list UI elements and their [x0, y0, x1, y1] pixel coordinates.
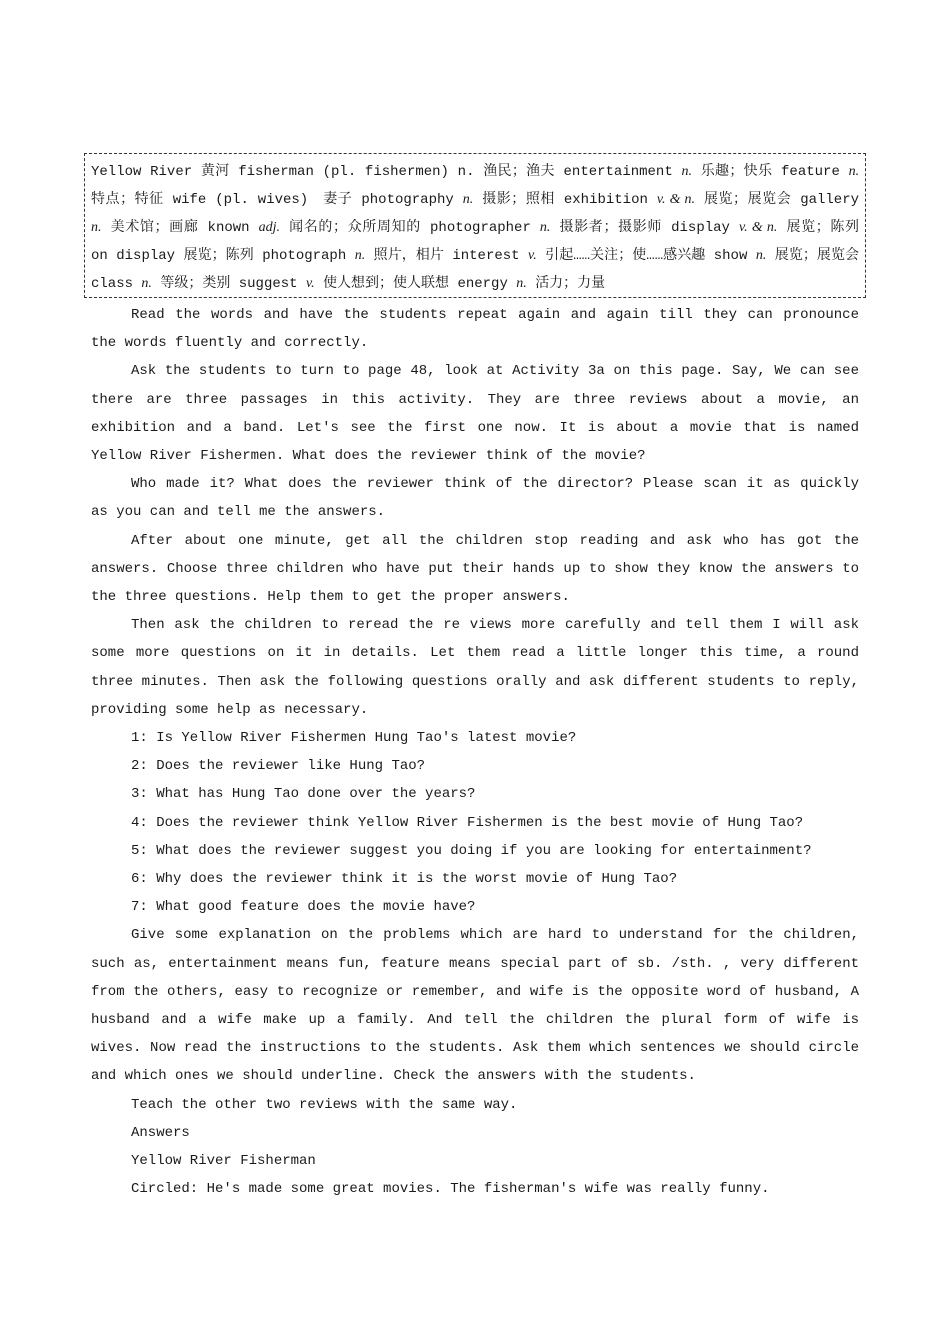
paragraph-other-reviews: Teach the other two reviews with the same way. — [131, 1096, 518, 1113]
vocab-entry: suggest v. 使人想到；使人联想 — [238, 276, 450, 292]
vocab-entry: photographer n. 摄影者；摄影师 — [430, 220, 663, 236]
question-item: 1: Is Yellow River Fishermen Hung Tao's latest movie? — [131, 730, 577, 747]
question-item: 6: Why does the reviewer think it is the worst movie of Hung Tao? — [131, 871, 678, 888]
vocab-entry: feature n. 特点；特征 — [91, 164, 860, 208]
paragraph-scan: Who made it? What does the reviewer think of the director? Please scan it as quickly as you can and tell me the answers. — [91, 476, 859, 521]
vocab-entry: display v. & n. 展览；陈列 — [671, 220, 860, 236]
question-item: 7: What good feature does the movie have? — [131, 899, 476, 916]
vocab-entry: interest v. 引起……关注；使……感兴趣 — [452, 248, 706, 264]
question-item: 3: What has Hung Tao done over the years? — [131, 786, 476, 803]
vocab-entry: on display 展览；陈列 — [91, 248, 254, 264]
paragraph-reread: Then ask the children to reread the re views more carefully and tell them I will ask some more questions on it in details. Let them read a little longer this time, a round three minutes. Then ask the following questions orally and ask different students to reply, providing some help as necessary. — [91, 617, 859, 718]
vocab-entry: show n. 展览；展览会 — [713, 248, 860, 264]
answers-heading: Answers — [131, 1124, 190, 1141]
paragraph-activity-3a: Ask the students to turn to page 48, look at Activity 3a on this page. Say, We can see there are three passages in this activity. They are three reviews about a movie, an exhibition and a band. Let's see the first one now. It is about a movie that is named Yellow River Fishermen. What does the reviewer think of the movie? — [91, 363, 859, 465]
paragraph-pronounce: Read the words and have the students repeat again and again till they can pronounce the words fluently and correctly. — [91, 307, 859, 352]
answers-subheading: Yellow River Fisherman — [131, 1153, 316, 1170]
vocab-entry: fisherman (pl. fishermen) n. 渔民；渔夫 — [238, 164, 555, 180]
answers-circled: Circled: He's made some great movies. The fisherman's wife was really funny. — [131, 1181, 770, 1198]
vocab-entry: photograph n. 照片，相片 — [262, 248, 444, 264]
vocab-entry: exhibition v. & n. 展览；展览会 — [563, 192, 792, 208]
vocab-entry: class n. 等级；类别 — [91, 276, 231, 292]
vocabulary-box — [84, 153, 866, 298]
lesson-body — [91, 301, 859, 1204]
vocab-entry: photography n. 摄影；照相 — [361, 192, 555, 208]
question-item: 5: What does the reviewer suggest you doing if you are looking for entertainment? — [131, 842, 812, 859]
vocab-entry: gallery n. 美术馆；画廊 — [91, 192, 860, 236]
vocab-entry: Yellow River 黄河 — [91, 164, 230, 180]
paragraph-answers-check: After about one minute, get all the children stop reading and ask who has got the answers. Choose three children who have put their hands up to show they know the answers to the three questions. Help them to get the proper answers. — [91, 532, 859, 606]
vocab-entry: energy n. 活力；力量 — [457, 276, 606, 292]
vocab-entry: entertainment n. 乐趣；快乐 — [563, 164, 773, 180]
vocab-entry: wife (pl. wives) 妻子 — [172, 192, 353, 208]
question-item: 2: Does the reviewer like Hung Tao? — [131, 758, 426, 775]
vocab-entry: known adj. 闻名的；众所周知的 — [207, 220, 421, 236]
question-item: 4: Does the reviewer think Yellow River Fishermen is the best movie of Hung Tao? — [131, 814, 804, 831]
paragraph-explanation: Give some explanation on the problems which are hard to understand for the children, such as, entertainment means fun, feature means special part of sb. /sth. , very different from the others, easy to recognize or remember, and wife is the opposite word of husband, A husband and a wife make up a family. And tell the children the plural form of wife is wives. Now read the instructions to the students. Ask them which sentences we should circle and which ones we should underline. Check the answers with the students. — [91, 927, 859, 1085]
